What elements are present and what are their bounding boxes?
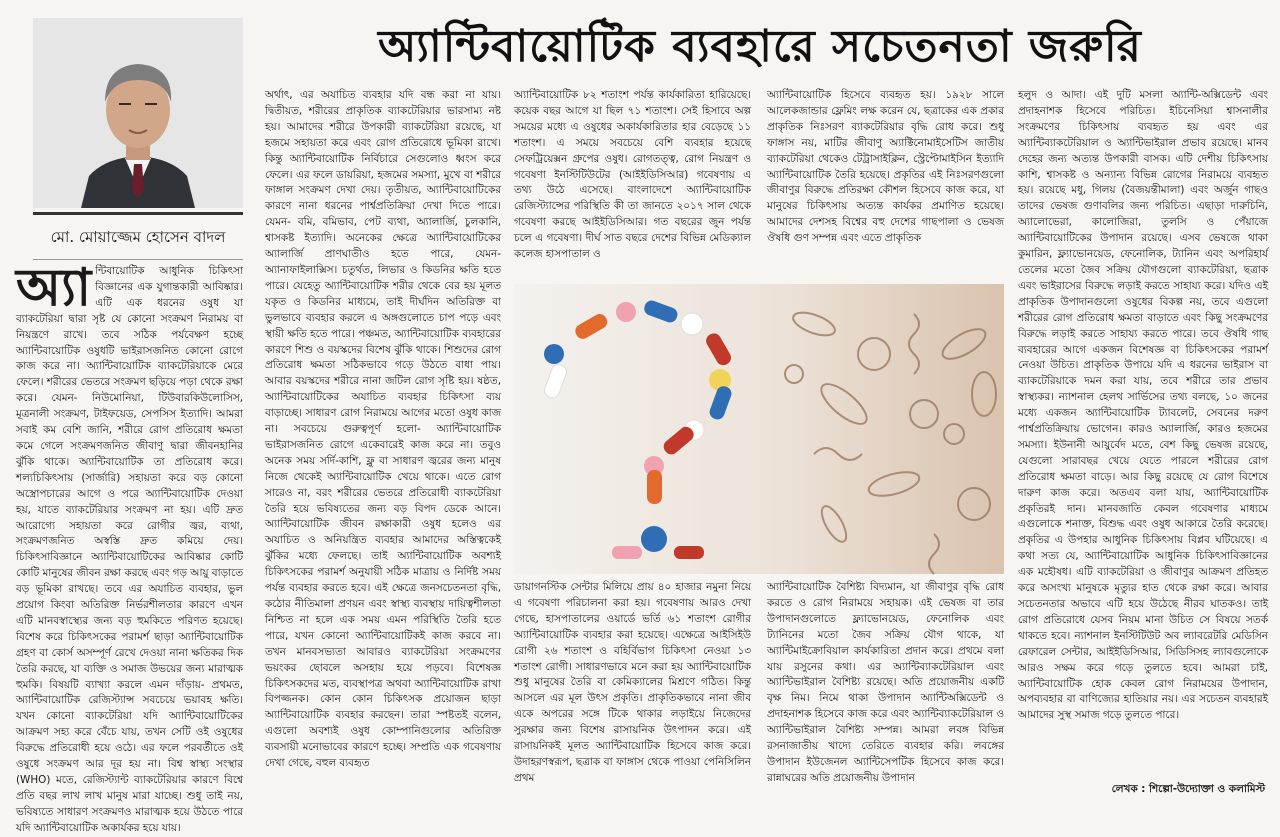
article-column-4-top [767,88,1004,278]
article-column-1 [16,258,243,834]
article-column-4-bottom [767,580,1004,804]
author-note: লেখক : শিল্পো-উদ্যোক্তা ও কলামিস্ট [1111,783,1265,795]
column-3-bottom-text: ডায়াগনস্টিক সেন্টার মিলিয়ে প্রায় ৪০ হাজার নমুনা নিয়ে এ গবেষণা পরিচালনা করা হয়। গবেষণায় আরও দেখা গেছে, হাসপাতালের ওয়ার্ডে ভর্তি ৬১ শতাংশ রোগীর অ্যান্টিবায়োটিক ব্যবহার করা হয়েছে। এক্ষেত্রে আইসিইউ রোগী ২৬ শতাংশ ও বহির্বিভাগ চিকিৎসা নেওয়া ১৩ শতাংশ রোগী। সাধারণভাবে মনে করা হয় অ্যান্টিবায়োটিক শুধু মানুষের তৈরি বা কেমিক্যালের মিশ্রণে গঠিত। কিন্তু আসলে এর মূল উৎস প্রকৃতি। প্রাকৃতিকভাবে নানা জীব একে অপরের সঙ্গে টিকে থাকার লড়াইয়ে নিজেদের সুরক্ষার জন্য বিশেষ রাসায়নিক উৎপাদন করে। এই রাসায়নিকই মূলত অ্যান্টিবায়োটিক হিসেবে কাজ করে। উদাহরণস্বরূপ, ছত্রাক বা ফাঙ্গাস থেকে পাওয়া পেনিসিলিন প্রথম [514,581,751,784]
column-4-top-text: অ্যান্টিবায়োটিক হিসেবে ব্যবহৃত হয়। ১৯২৮ সালে আলেকজান্ডার ফ্লেমিং লক্ষ করেন যে, ছত্রাকের এক প্রকার প্রাকৃতিক নিঃসরণ ব্যাকটেরিয়ার বৃদ্ধি রোধ করে। শুধু ফাঙ্গাস নয়, মাটির জীবাণু অ্যাক্টিনোমাইসেটিস জাতীয় ব্যাকটেরিয়া থেকেও টেট্রাসাইক্লিন, স্ট্রেপ্টোমাইসিন ইত্যাদি অ্যান্টিবায়োটিক তৈরি হয়েছে। প্রকৃতির এই নিঃসরণগুলো জীবাণুর বিরুদ্ধে প্রতিরক্ষা কৌশল হিসেবে কাজ করে, যা মানুষের চিকিৎসায় অত্যন্ত কার্যকর প্রমাণিত হয়েছে। আমাদের দেশসহ বিশ্বের বহু দেশের গাছপালা ও ভেষজ ঔষধি গুণ সম্পন্ন এবং এতে প্রাকৃতিক [767,89,1004,245]
column-5-text: হলুদ ও আদা। এই দুটি মসলা অ্যান্টি-অক্সিডেন্ট এবং প্রদাহনাশক হিসেবে পরিচিত। ইচিনেসিয়া শ্বাসনালীর সংক্রমণের চিকিৎসায় ব্যবহৃত হয় এবং এর অ্যান্টিব্যাকটেরিয়াল ও অ্যান্টিভাইরাল প্রভাব রয়েছে। মানব দেহের জন্য অত্যন্ত উপকারী বাসক। এটি দেশীয় চিকিৎসায় কাশি, শ্বাসকষ্ট ও অন্যান্য বিভিন্ন রোগের নিরাময়ে ব্যবহৃত হয়। রয়েছে মধু, গিলয় (বৈজয়ন্তীমালা) এবং অর্জুন গাছও তাদের ভেষজ গুণাবলির জন্য পরিচিত। এছাড়া দারুচিনি, অ্যালোভেরা, কালোজিরা, তুলসি ও পেঁয়াজে অ্যান্টিবায়োটিকের উপাদান রয়েছে। এসব ভেষজে থাকা কুমারিন, ফ্ল্যাভোনয়েড, ফেনোলিক, ট্যানিন এবং অপরিহার্য তেলের মতো জৈব সক্রিয় যৌগগুলো ব্যাকটেরিয়া, ছত্রাক এবং ভাইরাসের বিরুদ্ধে লড়াই করতে সাহায্য করে। যদিও এই প্রাকৃতিক উপাদানগুলো ওষুধের বিকল্প নয়, তবে এগুলো শরীরের রোগ প্রতিরোধ ক্ষমতা বাড়াতে এবং কিছু সংক্রমণের বিরুদ্ধে লড়াই করতে সাহায্য করতে পারে। তবে ঔষধি গাছ ব্যবহারের আগে একজন বিশেষজ্ঞ বা চিকিৎসকের পরামর্শ নেওয়া উচিত। প্রাকৃতিক উপায়ে যদি এ ধরনের ভাইরাস বা ব্যাকটেরিয়াকে দমন করা যায়, তবে শরীরে তার প্রভাব স্বাস্থ্যকর। ন্যাশনাল হেলথ সার্ভিসের তথ্য বলছে, ১০ জনের মধ্যে একজন অ্যান্টিবায়োটিক ট্যাবলেট, সেবনের দরুণ পার্শ্বপ্রতিক্রিয়ায় ভোগেন। কারও অ্যালার্জি, কারও হজমের সমস্যা। ইউনানী আয়ুর্বেদ মতে, বেশ কিছু ভেষজ রয়েছে, যেগুলো সারাবছর খেয়ে যেতে পারলে শরীরের রোগ প্রতিরোধ ক্ষমতা বাড়ে। আর কিছু রয়েছে যে রোগ বিশেষে দারুণ কাজ করে। অতএব বলা যায়, অ্যান্টিবায়োটিক প্রকৃতিরই দান। মানবজাতি কেবল গবেষণার মাধ্যমে এগুলোকে শনাক্ত, বিশুদ্ধ এবং ওষুধ আকারে তৈরি করেছে। প্রকৃতির এ উপহার আধুনিক চিকিৎসায় বিপ্লব ঘটিয়েছে। এ কথা সত্য যে, অ্যান্টিবায়োটিক আধুনিক চিকিৎসাবিজ্ঞানের এক মহৌষধ। এটি ব্যাকটেরিয়া ও জীবাণুর আক্রমণ প্রতিহত করে অসংখ্য মানুষকে মৃত্যুর হাত থেকে রক্ষা করে। আবার সচেতনতার অভাবে এটি হয়ে উঠেছে নীরব ঘাতকও। তাই রোগ প্রতিরোধে যেসব নিয়ম মানা উচিত সে বিষয়ে সতর্ক থাকতে হবে। ন্যাশনাল ইনস্টিটিউট অব ল্যাবরেটরি মেডিসিন রেফারেল সেন্টার, আইইডিসিআর, সিডিসিসহ ল্যাবগুলোকে আরও সক্ষম করে গড়ে তুলতে হবে। আমরা চাই, অ্যান্টিবায়োটিক হোক কেবল রোগ নিরাময়ের উপাদান, অপব্যবহার বা বাণিজ্যের হাতিয়ার নয়। এর সচেতন ব্যবহারই আমাদের সুস্থ সমাজ গড়ে তুলতে পারে। [1018,89,1268,722]
column-3-top-text: অ্যান্টিবায়োটিক ৮২ শতাংশ পর্যন্ত কার্যকারিতা হারিয়েছে। কয়েক বছর আগে যা ছিল ৭১ শতাংশ। সেই হিসাবে অল্প সময়ের মধ্যে এ ওষুধের অকার্যকারিতার হার বেড়েছে ১১ শতাংশ। এ সময়ে সবচেয়ে বেশি ব্যবহার হয়েছে সেফট্রিয়েক্সন গ্রুপের ওষুধ। রোগতত্ত্ব, রোগ নিয়ন্ত্রণ ও গবেষণা ইনস্টিটিউটের (আইইডিসিআর) গবেষণায় এ তথ্য উঠে এসেছে। বাংলাদেশে অ্যান্টিবায়োটিক রেজিস্ট্যান্সের পরিস্থিতি কী তা জানতে ২০১৭ সাল থেকে গবেষণা করছে আইইডিসিআর। গত বছরের জুন পর্যন্ত চলে এ গবেষণা। দীর্ঘ সাত বছরে দেশের বিভিন্ন মেডিক্যাল কলেজ হাসপাতাল ও [514,89,751,261]
article-column-3-top [514,88,751,278]
author-byline: মো. মোয়াজ্জেম হোসেন বাদল [33,212,243,260]
article-column-5 [1018,88,1268,778]
pills-bacteria-illustration [514,284,1004,574]
column-2-text: অর্থাৎ, এর অযাচিত ব্যবহার যদি বন্ধ করা না যায়। দ্বিতীয়ত, শরীরের প্রাকৃতিক ব্যাকটেরিয়ার ভারসাম্য নষ্ট হয়। আমাদের শরীরে উপকারী ব্যাকটেরিয়া রয়েছে, যা হজমে সহায়তা করে এবং রোগ প্রতিরোধে ভূমিকা রাখে। কিন্তু অ্যান্টিবায়োটিক নির্বিচারে সেগুলোও ধ্বংস করে ফেলে। এর ফলে ডায়রিয়া, হজমের সমস্যা, মুখে বা শরীরে ফাঙ্গাল সংক্রমণ দেখা দেয়। তৃতীয়ত, অ্যান্টিবায়োটিকের কারণে নানা ধরনের পার্শ্বপ্রতিক্রিয়া দেখা দিতে পারে। যেমন- বমি, বমিভাব, পেট ব্যথা, অ্যালার্জি, চুলকানি, শ্বাসকষ্ট ইত্যাদি। অনেকের ক্ষেত্রে অ্যান্টিবায়োটিকের অ্যালার্জি প্রাণঘাতীও হতে পারে, যেমন- অ্যানাফাইলাক্সিস। চতুর্থত, লিভার ও কিডনির ক্ষতি হতে পারে। যেহেতু অ্যান্টিবায়োটিক শরীর থেকে বের হয় মূলত যকৃত ও কিডনির মাধ্যমে, তাই দীর্ঘদিন অতিরিক্ত বা ভুলভাবে ব্যবহার করলে এ অঙ্গগুলোতে চাপ পড়ে এবং স্থায়ী ক্ষতি হতে পারে। পঞ্চমত, অ্যান্টিবায়োটিক ব্যবহারের কারণে শিশু ও বয়স্কদের বিশেষ ঝুঁকি থাকে। শিশুদের রোগ প্রতিরোধ ক্ষমতা সঠিকভাবে গড়ে উঠতে বাধা পায়। আবার বয়স্কদের শরীরে নানা জটিল রোগ সৃষ্টি হয়। ষষ্ঠত, অ্যান্টিবায়োটিকের অযাচিত ব্যবহার চিকিৎসা ব্যয় বাড়াচ্ছে। সাধারণ রোগ নিরাময়ে আগের মতো ওষুধ কাজ না। সবচেয়ে গুরুত্বপূর্ণ হলো- অ্যান্টিবায়োটিক ভাইরাসজনিত রোগে একেবারেই কাজ করে না। তবুও অনেক সময় সর্দি-কাশি, ফ্লু বা সাধারণ জ্বরের জন্য মানুষ নিজে থেকেই অ্যান্টিবায়োটিক খেয়ে থাকে। এতে রোগ সারেও না, বরং শরীরের ভেতরে প্রতিরোধী ব্যাকটেরিয়া তৈরি হয়ে ভবিষ্যতের জন্য বড় বিপদ ডেকে আনে। অ্যান্টিবায়োটিক জীবন রক্ষাকারী ওষুধ হলেও এর অযাচিত ও অনিয়ন্ত্রিত ব্যবহার আমাদের অস্তিত্বকেই ঝুঁকির মধ্যে ফেলছে। তাই অ্যান্টিবায়োটিক অবশ্যই চিকিৎসকের পরামর্শ অনুযায়ী সঠিক মাত্রায় ও নির্দিষ্ট সময় পর্যন্ত ব্যবহার করতে হবে। এই ক্ষেত্রে জনসচেতনতা বৃদ্ধি, কঠোর নীতিমালা প্রণয়ন এবং স্বাস্থ্য ব্যবস্থায় দায়িত্বশীলতা নিশ্চিত না হলে এক সময় এমন পরিস্থিতি তৈরি হতে পারে, যখন কোনো অ্যান্টিবায়োটিকই কাজ করবে না। তখন মানবসভ্যতা আবারও ব্যাকটেরিয়া সংক্রমণের ভয়ংকর ছোবলে অসহায় হয়ে পড়বে। বিশেষজ্ঞ চিকিৎসকদের মত, ব্যবস্থাপত্র অথবা অ্যান্টিবায়োটিক রাখা বিপজ্জনক। কোন কোন চিকিৎসক প্রয়োজন ছাড়া অ্যান্টিবায়োটিক ব্যবহার করছেন। তারা স্পষ্টতই বলেন, এগুলো অবশ্যই ওষুধ কোম্পানিগুলোর অতিরিক্ত ব্যবসায়ী মনোভাবের কারণে হচ্ছে। সম্প্রতি এক গবেষণায় দেখা গেছে, বহুল ব্যবহৃত [265,89,501,770]
article-column-2 [265,88,501,804]
author-photo [33,18,243,208]
column-4-bottom-text: অ্যান্টিবায়োটিক বৈশিষ্ট্য বিদ্যমান, যা জীবাণুর বৃদ্ধি রোধ করতে ও রোগ নিরাময়ে সহায়ক। এই ভেষজ বা তার উপাদানগুলোতে ফ্ল্যাভোনয়েড, ফেনোলিক এবং ট্যানিনের মতো জৈব সক্রিয় যৌগ থাকে, যা অ্যান্টিমাইক্রোবিয়াল কার্যকারিতা প্রদান করে। প্রথমে বলা যায় রসুনের কথা। এর অ্যান্টিব্যাকটেরিয়াল এবং অ্যান্টিভাইরাল বৈশিষ্ট্য রয়েছে। অতি প্রয়োজনীয় একটি বৃক্ষ নিম। নিমে থাকা উপাদান অ্যান্টিঅক্সিডেন্ট ও প্রদাহনাশক হিসেবে কাজ করে এবং অ্যান্টিব্যাকটেরিয়াল ও অ্যান্টিভাইরাল বৈশিষ্ট্য সম্পন্ন। আমরা লবঙ্গ বিভিন্ন রসনাজাতীয় খাদ্যে তেরিতে ব্যবহার করি। লবঙ্গের উপাদান ইউজেনল অ্যান্টিসেপটিক হিসেবে কাজ করে। রান্নাঘরের অতি প্রয়োজনীয় উপাদান [767,581,1004,784]
column-1-text: ন্টিবায়োটিক আধুনিক চিকিৎসা বিজ্ঞানের এক যুগান্তকারী আবিষ্কার। এটি এক ধরনের ওষুধ যা ব্যাকটেরিয়া দ্বারা সৃষ্ট যে কোনো সংক্রমণ নিরাময় বা নিয়ন্ত্রণে রাখে। তবে সঠিক পর্যবেক্ষণ হচ্ছে অ্যান্টিবায়োটিক ওষুধটি ভাইরাসজনিত কোনো রোগে কাজ করে না। অ্যান্টিবায়োটিক ব্যাকটেরিয়াকে মেরে ফেলে। শরীরের ভেতরে সংক্রমণ ছড়িয়ে পড়া থেকে রক্ষা করে। যেমন- নিউমোনিয়া, টিউবারকিউলোসিস, মূত্রনালী সংক্রমণ, টাইফয়েড, সেপসিস ইত্যাদি। আমরা সবাই কম বেশি জানি, শরীরে রোগ প্রতিরোধ ক্ষমতা কমে গেলে সংক্রমণজনিত জীবাণু দ্বারা জীবনহানির ঝুঁকি থাকে। অ্যান্টিবায়োটিক তা প্রতিরোধ করে। শল্যচিকিৎসায় (সার্জারি) সহায়তা করে বড় কোনো অস্ত্রোপচারের আগে ও পরে অ্যান্টিবায়োটিক দেওয়া হয়, যাতে ব্যাকটেরিয়ার সংক্রমণ না হয়। এটি দ্রুত আরোগ্যে সহায়তা করে রোগীর জ্বর, ব্যথা, সংক্রমণজনিত অস্বস্তি দ্রুত কমিয়ে দেয়। চিকিৎসাবিজ্ঞানে অ্যান্টিবায়োটিকের আবিষ্কার কোটি কোটি মানুষের জীবন রক্ষা করছে এবং গড় আয়ু বাড়াতে বড় ভূমিকা রাখছে। তবে এর অযাচিত ব্যবহার, ভুল প্রয়োগ কিংবা অতিরিক্ত নির্ভরশীলতার কারণে এখন এটি মানবস্বাস্থ্যের জন্য বড় হুমকিতে পরিণত হয়েছে। বিশেষ করে চিকিৎসকের পরামর্শ ছাড়া অ্যান্টিবায়োটিক গ্রহণ বা কোর্স অসম্পূর্ণ রেখে দেওয়া নানা ক্ষতিকর দিক তৈরি করছে, যা ব্যক্তি ও সমাজ উভয়ের জন্য মারাত্মক হুমকি। বিষয়টি ব্যাখ্যা করলে এমন দাঁড়ায়- প্রথমত, অ্যান্টিবায়োটিক রেজিস্ট্যান্স সবচেয়ে ভয়াবহ ক্ষতি। যখন কোনো ব্যাকটেরিয়া যদি অ্যান্টিবায়োটিকের আক্রমণ সহ্য করে বেঁচে যায়, তখন সেটি ওই ওষুধের বিরুদ্ধে প্রতিরোধী হয়ে ওঠে। এর ফলে পরবর্তীতে ওই ওষুধে সংক্রমণ আর দূর হয় না। বিশ্ব স্বাস্থ্য সংস্থার (WHO) মতে, রেজিস্ট্যান্ট ব্যাকটেরিয়ার কারণে বিশ্বে প্রতি বছর লাখ লাখ মানুষ মারা যাচ্ছে। শুধু তাই নয়, ভবিষ্যতে সাধারণ সংক্রমণও মারাত্মক হয়ে উঠতে পারে যদি অ্যান্টিবায়োটিক অকার্যকর হয়ে যায়। [16,265,243,834]
dropcap: অ্যা [16,258,92,318]
article-illustration [514,284,1004,574]
headline: অ্যান্টিবায়োটিক ব্যবহারে সচেতনতা জরুরি [378,21,1142,72]
article-column-3-bottom [514,580,751,804]
